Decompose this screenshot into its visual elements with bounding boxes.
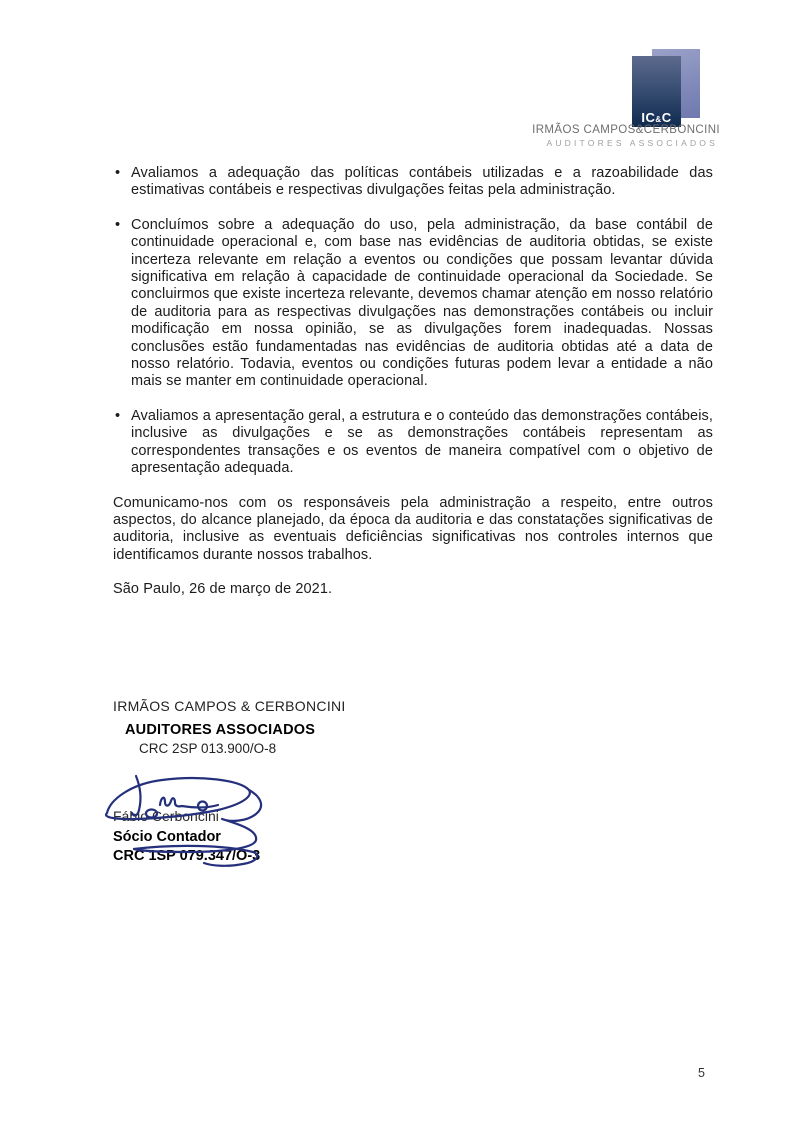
bullet-item [113, 217, 713, 391]
firm-signature-block [113, 698, 513, 756]
logo-ampersand: & [655, 115, 662, 124]
page-number: 5 [698, 1066, 705, 1080]
firm-crc-number: CRC 2SP 013.900/O-8 [139, 741, 277, 756]
logo-art [528, 45, 720, 127]
closing-paragraph: Comunicamo-nos com os responsáveis pela administração a respeito, entre outros aspectos, do alcance planejado, da época da auditoria e das constatações significativas de auditoria, inclusive as eventuais deficiências significativas nos controles internos que identificamos durante nossos trabalhos. [113, 494, 713, 563]
logo-front-rectangle [632, 56, 681, 127]
signer-name: Fábio Cerboncini [113, 808, 219, 824]
bullet-marker: • [115, 165, 121, 181]
signer-crc-number: CRC 1SP 079.347/O-3 [113, 848, 261, 864]
date-line: São Paulo, 26 de março de 2021. [113, 581, 333, 598]
firm-name: IRMÃOS CAMPOS & CERBONCINI [113, 698, 346, 714]
signer-role: Sócio Contador [113, 829, 221, 845]
signature-squiggle [160, 798, 218, 808]
signer-block [113, 808, 413, 864]
bullet-marker: • [115, 407, 121, 424]
bullet-item [113, 408, 713, 478]
bullet-text: Avaliamos a apresentação geral, a estrutura e o conteúdo das demonstrações contábeis, inclusive as divulgações e se as demonstrações contábeis representam as correspondentes transações e os eventos de maneira compatível com o objetivo de apresentação adequada. [131, 407, 713, 477]
logo-company-name: IRMÃOS CAMPOS&CERBONCINI [532, 124, 720, 136]
bullet-marker: • [115, 216, 121, 233]
logo-monogram: IC&C [641, 110, 672, 125]
firm-title: AUDITORES ASSOCIADOS [125, 722, 316, 738]
company-logo [528, 45, 720, 153]
report-body [113, 165, 713, 599]
bullet-text: Concluímos sobre a adequação do uso, pela administração, da base contábil de continuidade operacional e, com base nas evidências de auditoria obtidas, se existe incerteza relevante em relação a eventos ou condições que possam levantar dúvida significativa em relação à capacidade de continuidade operacional da Sociedade. Se concluirmos que existe incerteza relevante, devemos chamar atenção em nosso relatório de auditoria para as respectivas divulgações nas demonstrações contábeis ou incluir modificação em nossa opinião, se as divulgações forem inadequadas. Nossas conclusões estão fundamentadas nas evidências de auditoria obtidas até a data de nosso relatório. Todavia, eventos ou condições futuras podem levar a entidade a não mais se manter em continuidade operacional. [131, 216, 713, 390]
bullet-list [113, 165, 713, 478]
logo-company-subtitle: AUDITORES ASSOCIADOS [546, 138, 718, 148]
bullet-item [113, 165, 713, 200]
bullet-text: Avaliamos a adequação das políticas contábeis utilizadas e a razoabilidade das estimativas contábeis e respectivas divulgações feitas pela administração. [131, 165, 713, 199]
